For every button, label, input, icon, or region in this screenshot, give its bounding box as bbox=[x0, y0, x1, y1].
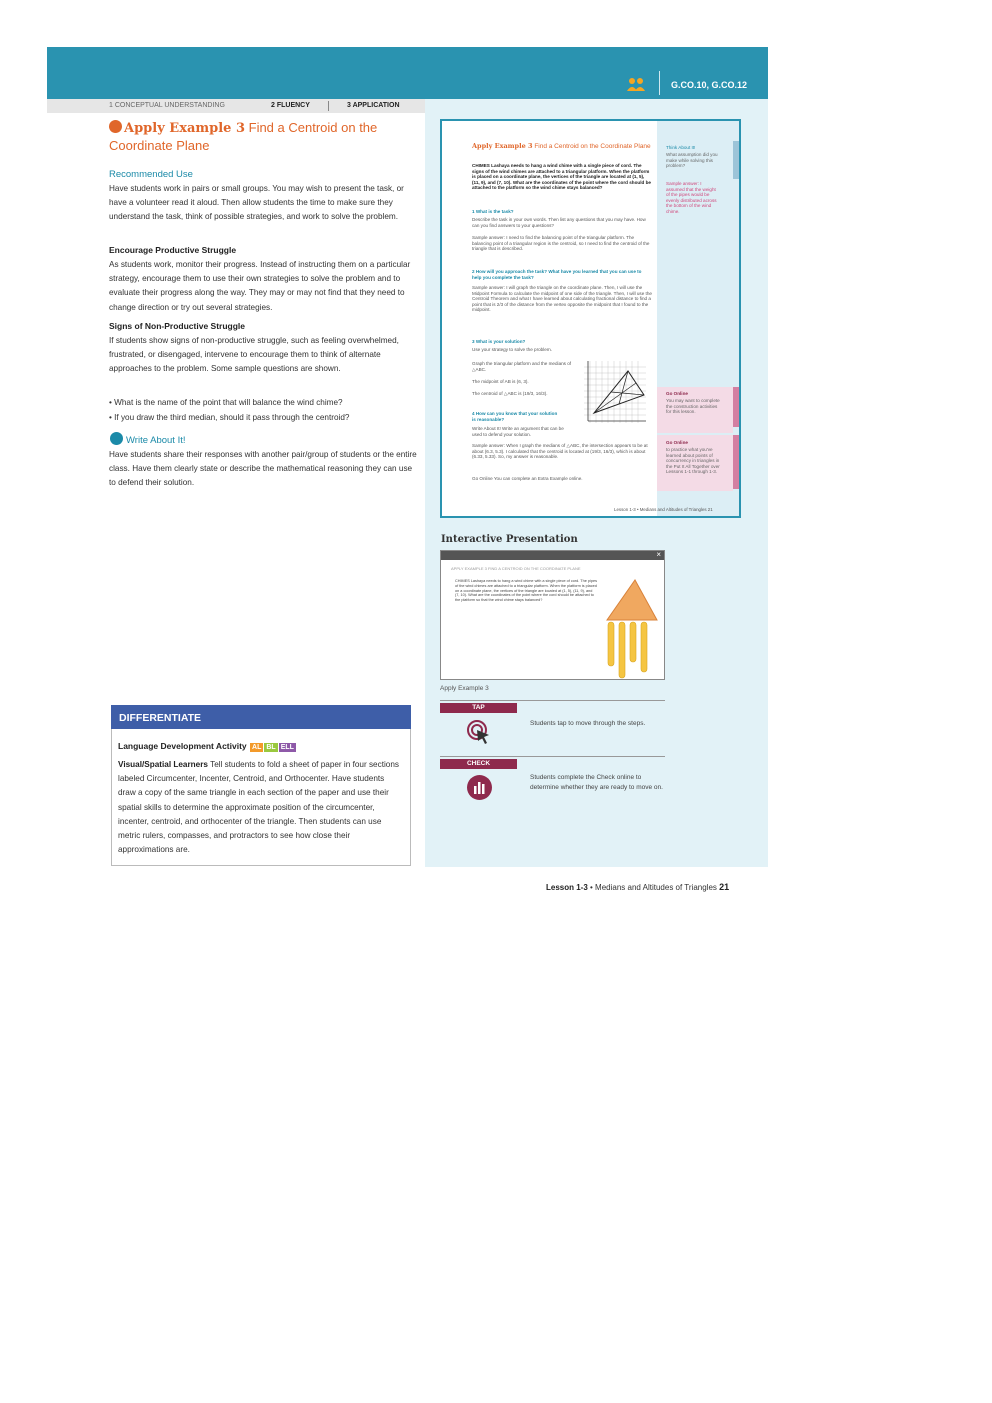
badge-al: AL bbox=[252, 744, 262, 751]
thumbnail-title: Apply Example 3 Find a Centroid on the Coordinate Plane bbox=[472, 142, 651, 150]
sidebar-tab bbox=[733, 141, 741, 179]
globe-icon bbox=[109, 120, 122, 133]
student-page-thumbnail[interactable] bbox=[440, 119, 741, 518]
thumbnail-footer: Lesson 1-3 • Medians and Altitudes of Triangles 21 bbox=[614, 507, 713, 512]
tab-application[interactable]: 3 APPLICATION bbox=[347, 102, 400, 109]
tab-conceptual[interactable]: 1 CONCEPTUAL UNDERSTANDING bbox=[109, 102, 225, 109]
sidebar-tab bbox=[733, 435, 741, 489]
think-about-answer: Sample answer: I assumed that the weight of the pipes would be evenly distributed across the bottom of the wind chime. bbox=[666, 181, 717, 214]
thumbnail-answer: Sample answer: I will graph the triangle on the coordinate plane. Then, I will use the Midpoint Formula to calculate the midpoint of one side of the triangle. Then, I will use the Centroid Theorem and what I have learned about calculating fractional distance to find a point that is 2/3 of the distance from the vertex opposite the midpoint that I found to the midpoint. bbox=[472, 285, 652, 313]
go-online-heading: Go Online bbox=[666, 391, 688, 396]
header-bar bbox=[47, 47, 768, 99]
close-icon[interactable]: × bbox=[656, 550, 661, 559]
question-item: • If you draw the third median, should it pass through the centroid? bbox=[109, 413, 350, 422]
write-about-heading: Write About It! bbox=[110, 432, 186, 446]
thumbnail-answer: Sample answer: When I graph the medians of △ABC, the intersection appears to be at about (6.3, 5.3). I calculated that the centroid is located at (19/3, 16/3), which is about (6.33, 5.33). So, my answer is reasonable. bbox=[472, 443, 648, 460]
thumbnail-text: Use your strategy to solve the problem. bbox=[472, 347, 552, 352]
go-online-heading: Go Online bbox=[666, 440, 688, 445]
check-chart-icon bbox=[467, 775, 492, 800]
activity-text: Visual/Spatial Learners Tell students to fold a sheet of paper in four sections labeled Circumcenter, Incenter, Centroid, and Orthocenter. Have students draw a copy of the same triangle in each section of the paper and use their spatial skills to determine the approximate position of the circumcenter, incenter, centroid, and orthocenter of the triangle. Then students can use metric rulers, compasses, and protractors to see how close their approximations are. bbox=[118, 760, 399, 855]
thumbnail-text: Write About It! Write an argument that can be used to defend your solution. bbox=[472, 426, 564, 437]
page-number: 21 bbox=[719, 882, 730, 892]
check-label: CHECK bbox=[440, 759, 517, 769]
thumbnail-question-1: 1 What is the task? bbox=[472, 209, 514, 214]
pencil-icon bbox=[110, 432, 123, 445]
tab-fluency[interactable]: 2 FLUENCY bbox=[271, 102, 310, 109]
recommended-text: Have students work in pairs or small groups. You may wish to present the task, or have a volunteer read it aloud. Then allow students the time to make sure they understand the task, think of possible strategies, and work to solve the problem. bbox=[109, 184, 404, 222]
page-footer: Lesson 1-3 • Medians and Altitudes of Triangles 21 bbox=[546, 882, 730, 892]
thumbnail-text: Describe the task in your own words. Then list any questions that you may have. How can you find answers to your questions? bbox=[472, 217, 646, 228]
badge-bl: BL bbox=[266, 744, 276, 751]
badge-ell: ELL bbox=[280, 744, 294, 751]
thumbnail-text: The centroid of △ABC is (19/3, 16/3). bbox=[472, 391, 548, 396]
write-about-text: Have students share their responses with another pair/group of students or the entire class. Have them clearly state or describe the mathematical reasoning they can use to defend their solution. bbox=[109, 450, 417, 488]
question-item: • What is the name of the point that will balance the wind chime? bbox=[109, 398, 343, 407]
thumbnail-answer: Sample answer: I need to find the balancing point of the triangular platform. The balancing point of a triangular region is the centroid, so I need to find the centroid of the triangle that is described. bbox=[472, 235, 650, 252]
thumbnail-text: The midpoint of AB is (6, 3). bbox=[472, 379, 529, 384]
tap-icon bbox=[466, 719, 492, 745]
tap-description: Students tap to move through the steps. bbox=[530, 720, 646, 727]
screen-titlebar bbox=[441, 551, 664, 560]
struggle-text: As students work, monitor their progress. Instead of instructing them on a particular strategy, encourage them to use their own strategies to solve the problem and to evaluate their progress along the way. They may or may not find that they need to change direction or try out several strategies. bbox=[109, 260, 411, 312]
screen-text: CHIMES Lashaya needs to hang a wind chime with a single piece of cord. The pipes of the wind chimes are attached to a triangular platform. When the platform is placed on a coordinate plane, the vertices of the triangle are located at (1, 5), (11, 9), and (7, 10). What are the coordinates of the point where the cord should be attached to the platform so that the wind chime stays balanced? bbox=[455, 579, 597, 603]
tap-label: TAP bbox=[440, 703, 517, 713]
sidebar-tab bbox=[733, 387, 741, 427]
thumbnail-text: Graph the triangular platform and the medians of △ABC. bbox=[472, 361, 572, 372]
centroid-graph bbox=[584, 361, 646, 423]
check-description: Students complete the Check online to determine whether they are ready to move on. bbox=[530, 774, 663, 791]
wind-chime-image bbox=[601, 576, 663, 679]
page-title: Apply Example 3 Find a Centroid on the Coordinate Plane bbox=[109, 120, 378, 153]
interactive-screen[interactable] bbox=[440, 550, 665, 680]
recommended-heading: Recommended Use bbox=[109, 169, 193, 180]
go-online-text: You may want to complete the construction activities for this lesson. bbox=[666, 398, 720, 415]
think-about-heading: Think About It! bbox=[666, 145, 696, 150]
lesson-phase-tabs bbox=[47, 99, 425, 113]
thumbnail-question-2: 2 How will you approach the task? What have you learned that you can use to help you complete the task? bbox=[472, 269, 642, 280]
tab-separator bbox=[328, 101, 329, 111]
thumbnail-question-3: 3 What is your solution? bbox=[472, 339, 526, 344]
header-separator bbox=[659, 71, 660, 95]
interactive-heading: Interactive Presentation bbox=[441, 534, 578, 545]
thumbnail-intro: CHIMES Lashaya needs to hang a wind chime with a single piece of cord. The signs of the wind chimes are attached to a triangular platform. When the platform is placed on a coordinate plane, the vertices of the triangle are located at (1, 5), (11, 9), and (7, 10). What are the coordinates of the point where the cord should be attached to the platform so the wind chime stays balanced? bbox=[472, 163, 651, 191]
divider bbox=[440, 700, 665, 701]
differentiate-header: DIFFERENTIATE bbox=[111, 705, 411, 729]
nonproductive-heading: Signs of Non-Productive Struggle bbox=[109, 321, 246, 331]
thumbnail-question-4: 4 How can you know that your solution is reasonable? bbox=[472, 411, 558, 422]
think-about-question: What assumption did you make while solving this problem? bbox=[666, 152, 718, 169]
screen-subtitle: APPLY EXAMPLE 3 FIND A CENTROID ON THE COORDINATE PLANE bbox=[451, 566, 581, 571]
nonproductive-text: If students show signs of non-productive struggle, such as feeling overwhelmed, frustrated, or disengaged, intervene to encourage them to think of alternate approaches to the problem. Some sample questions are shown. bbox=[109, 336, 399, 374]
people-icon bbox=[627, 77, 645, 91]
standards-label: G.CO.10, G.CO.12 bbox=[671, 80, 748, 90]
go-online-text: to practice what you've learned about points of concurrency in triangles in the Put It All Together over Lessons 1-1 through 1-3. bbox=[666, 447, 720, 475]
thumbnail-go-online: Go Online You can complete an Extra Example online. bbox=[472, 476, 583, 481]
divider bbox=[440, 756, 665, 757]
struggle-heading: Encourage Productive Struggle bbox=[109, 245, 237, 255]
activity-title: Language Development Activity AL BL ELL bbox=[118, 741, 294, 751]
screen-caption: Apply Example 3 bbox=[440, 685, 489, 692]
